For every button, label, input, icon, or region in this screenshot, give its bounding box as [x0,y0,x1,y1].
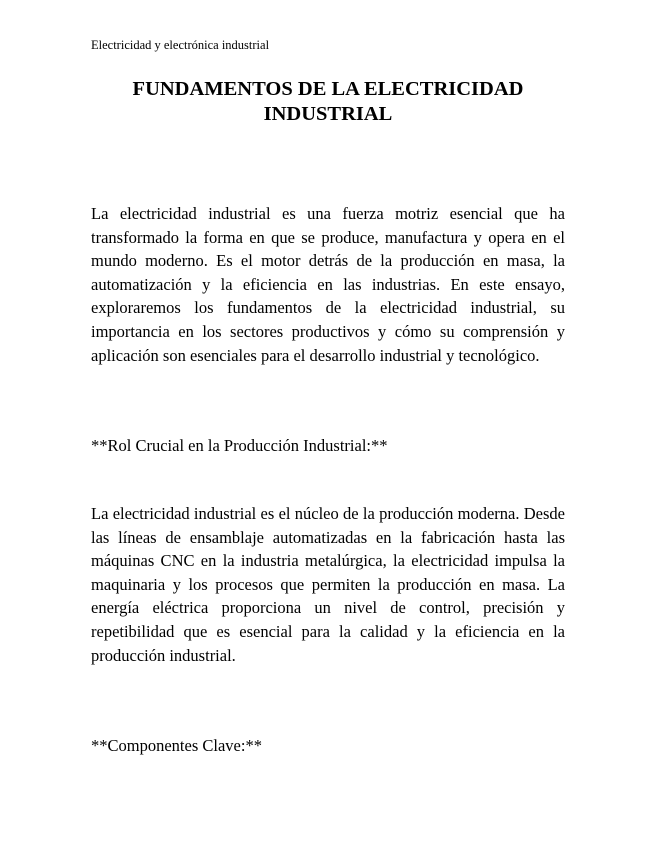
section-heading-componentes-clave: **Componentes Clave:** [91,736,262,755]
running-header: Electricidad y electrónica industrial [91,38,270,52]
section-paragraph-rol-crucial: La electricidad industrial es el núcleo de la producción moderna. Desde las líneas de ensamblaje automatizadas en la fabricación hasta las máquinas CNC en la industria metalúrgica, la electricidad impulsa la maquinaria y los procesos que permiten la producción en masa. La energía eléctrica proporciona un nivel de control, precisión y repetibilidad que es esencial para la calidad y la eficiencia en la producción industrial. [91,504,565,665]
intro-paragraph: La electricidad industrial es una fuerza motriz esencial que ha transformado la forma en que se produce, manufactura y opera en el mundo moderno. Es el motor detrás de la producción en masa, la automatización y la eficiencia en las industrias. En este ensayo, exploraremos los fundamentos de la electricidad industrial, su importancia en los sectores productivos y cómo su comprensión y aplicación son esenciales para el desarrollo industrial y tecnológico. [91,204,565,365]
page-title: FUNDAMENTOS DE LA ELECTRICIDAD INDUSTRIAL [132,78,524,125]
section-heading-rol-crucial: **Rol Crucial en la Producción Industrial:** [91,436,388,455]
